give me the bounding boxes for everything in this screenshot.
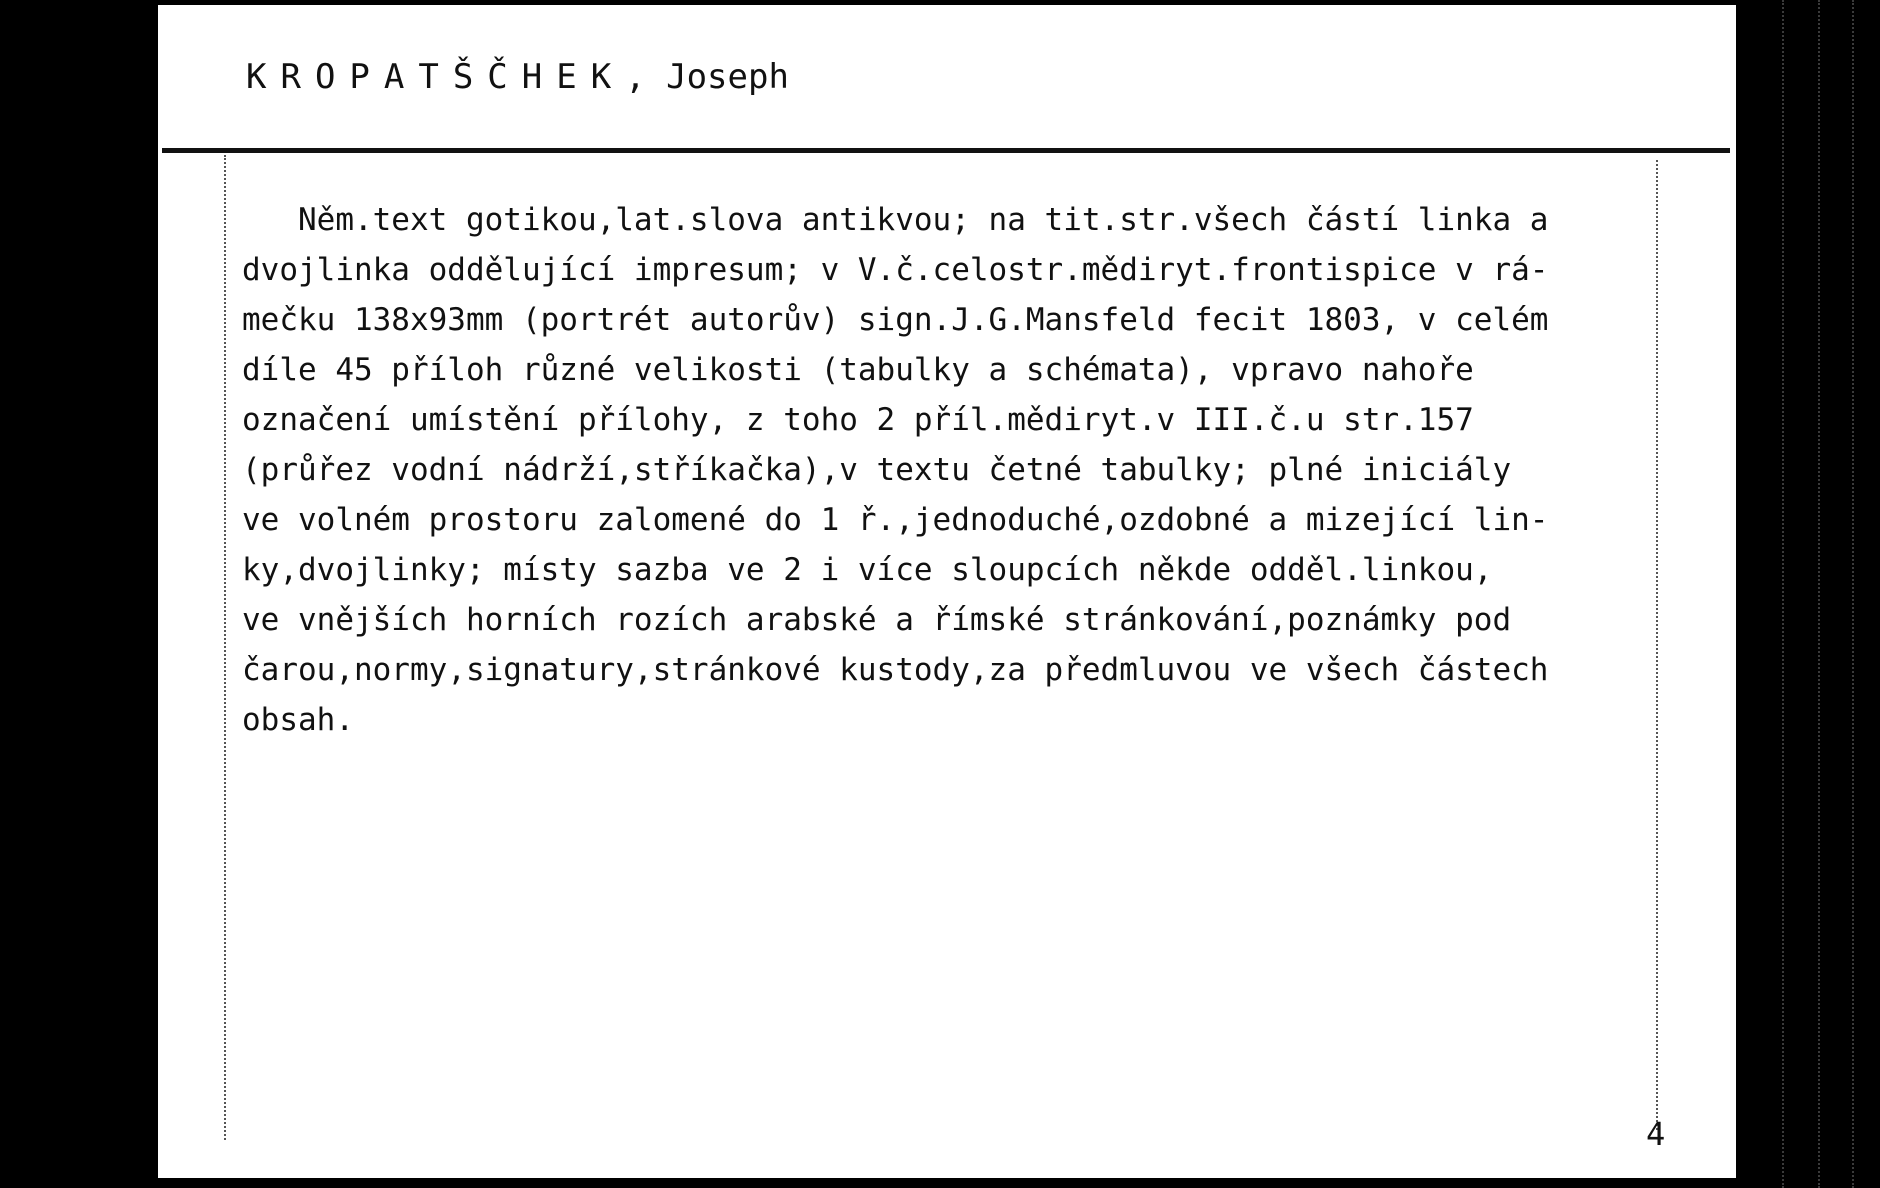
body-line: ve volném prostoru zalomené do 1 ř.,jednoduché,ozdobné a mizející lin- (242, 502, 1549, 538)
body-line: Něm.text gotikou,lat.slova antikvou; na tit.str.všech částí linka a (242, 202, 1549, 238)
left-margin-line (224, 155, 226, 1140)
heading-surname: KROPATŠČHEK (246, 57, 626, 97)
body-line: ve vnějších horních rozích arabské a římské stránkování,poznámky pod (242, 602, 1512, 638)
edge-dotted-line (1852, 0, 1854, 1188)
body-line: označení umístění přílohy, z toho 2 příl.mědiryt.v III.č.u str.157 (242, 402, 1474, 438)
right-margin-line (1656, 160, 1658, 1130)
heading-rule (162, 148, 1730, 153)
page-number: 4 (1646, 1115, 1666, 1153)
body-line: ky,dvojlinky; místy sazba ve 2 i více sloupcích někde odděl.linkou, (242, 552, 1493, 588)
card-body-text (242, 195, 1652, 745)
card-heading (246, 57, 789, 97)
body-line: čarou,normy,signatury,stránkové kustody,za předmluvou ve všech částech (242, 652, 1549, 688)
body-line: mečku 138x93mm (portrét autorův) sign.J.G.Mansfeld fecit 1803, v celém (242, 302, 1549, 338)
edge-dotted-line (1818, 0, 1820, 1188)
body-line: (průřez vodní nádrží,stříkačka),v textu četné tabulky; plné iniciály (242, 452, 1512, 488)
body-line: obsah. (242, 702, 354, 738)
body-line: dvojlinka oddělující impresum; v V.č.celostr.mědiryt.frontispice v rá- (242, 252, 1549, 288)
body-line: díle 45 příloh různé velikosti (tabulky a schémata), vpravo nahoře (242, 352, 1474, 388)
heading-given-name: , Joseph (625, 57, 789, 97)
edge-dotted-line (1782, 0, 1784, 1188)
catalog-card (158, 5, 1736, 1178)
